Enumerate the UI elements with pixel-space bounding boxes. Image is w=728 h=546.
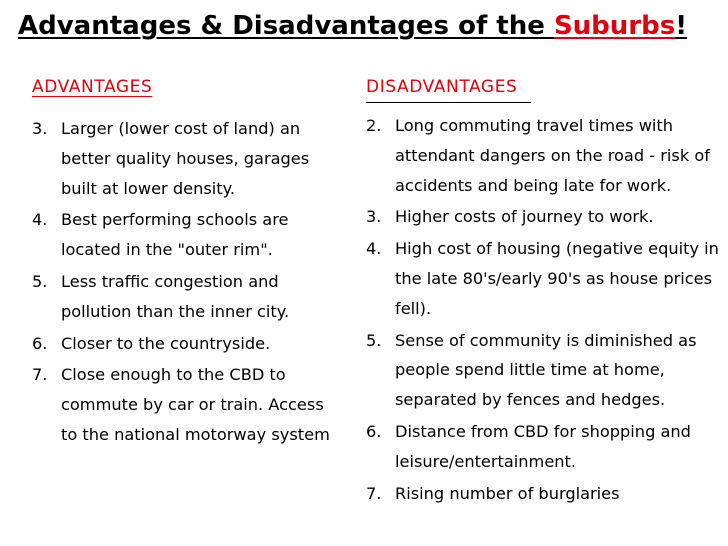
list-item	[32, 329, 332, 359]
item-number: 6.	[32, 333, 48, 353]
list-item	[366, 234, 728, 323]
list-item	[32, 114, 332, 203]
title-prefix: Advantages & Disadvantages of the	[18, 11, 554, 41]
item-number: 7.	[32, 365, 48, 385]
item-text: Best performing schools are located in the "outer rim".	[61, 210, 289, 260]
item-number: 5.	[32, 271, 48, 291]
item-number: 5.	[366, 330, 382, 350]
list-item	[366, 479, 728, 509]
list-item	[366, 417, 728, 477]
item-text: Less traffic congestion and pollution than the inner city.	[61, 271, 290, 321]
item-text: Closer to the countryside.	[61, 333, 271, 353]
item-number: 4.	[32, 210, 48, 230]
item-number: 7.	[366, 483, 382, 503]
item-text: Long commuting travel times with attendant dangers on the road - risk of accidents and being late for work.	[395, 116, 710, 195]
item-number: 3.	[366, 207, 382, 227]
page-title	[18, 6, 728, 46]
advantages-list	[32, 114, 332, 450]
list-item	[366, 202, 728, 232]
item-number: 2.	[366, 116, 382, 135]
item-text: Sense of community is diminished as people spend little time at home, separated by fences and hedges.	[395, 330, 697, 410]
item-text: Distance from CBD for shopping and leisure/entertainment.	[395, 421, 691, 471]
item-text: Close enough to the CBD to commute by car or train. Access to the national motorway system	[61, 365, 330, 444]
title-accent: Suburbs	[553, 11, 676, 41]
list-item	[366, 326, 728, 415]
advantages-heading: ADVANTAGES	[32, 77, 153, 97]
item-number: 3.	[32, 119, 48, 138]
list-item	[32, 267, 332, 327]
disadvantages-heading: DISADVANTAGES	[366, 74, 531, 103]
list-item	[32, 205, 332, 265]
item-number: 4.	[366, 239, 382, 259]
list-item	[366, 111, 728, 200]
item-text: Higher costs of journey to work.	[395, 207, 654, 227]
item-number: 6.	[366, 421, 382, 441]
disadvantages-column	[366, 74, 728, 510]
list-item	[32, 360, 332, 449]
advantages-column	[32, 74, 332, 452]
disadvantages-list	[366, 111, 728, 508]
title-suffix: !	[675, 11, 688, 41]
item-text: Larger (lower cost of land) an better quality houses, garages built at lower density.	[61, 119, 310, 198]
item-text: High cost of housing (negative equity in the late 80's/early 90's as house prices fell).	[395, 239, 719, 318]
item-text: Rising number of burglaries	[395, 483, 620, 503]
